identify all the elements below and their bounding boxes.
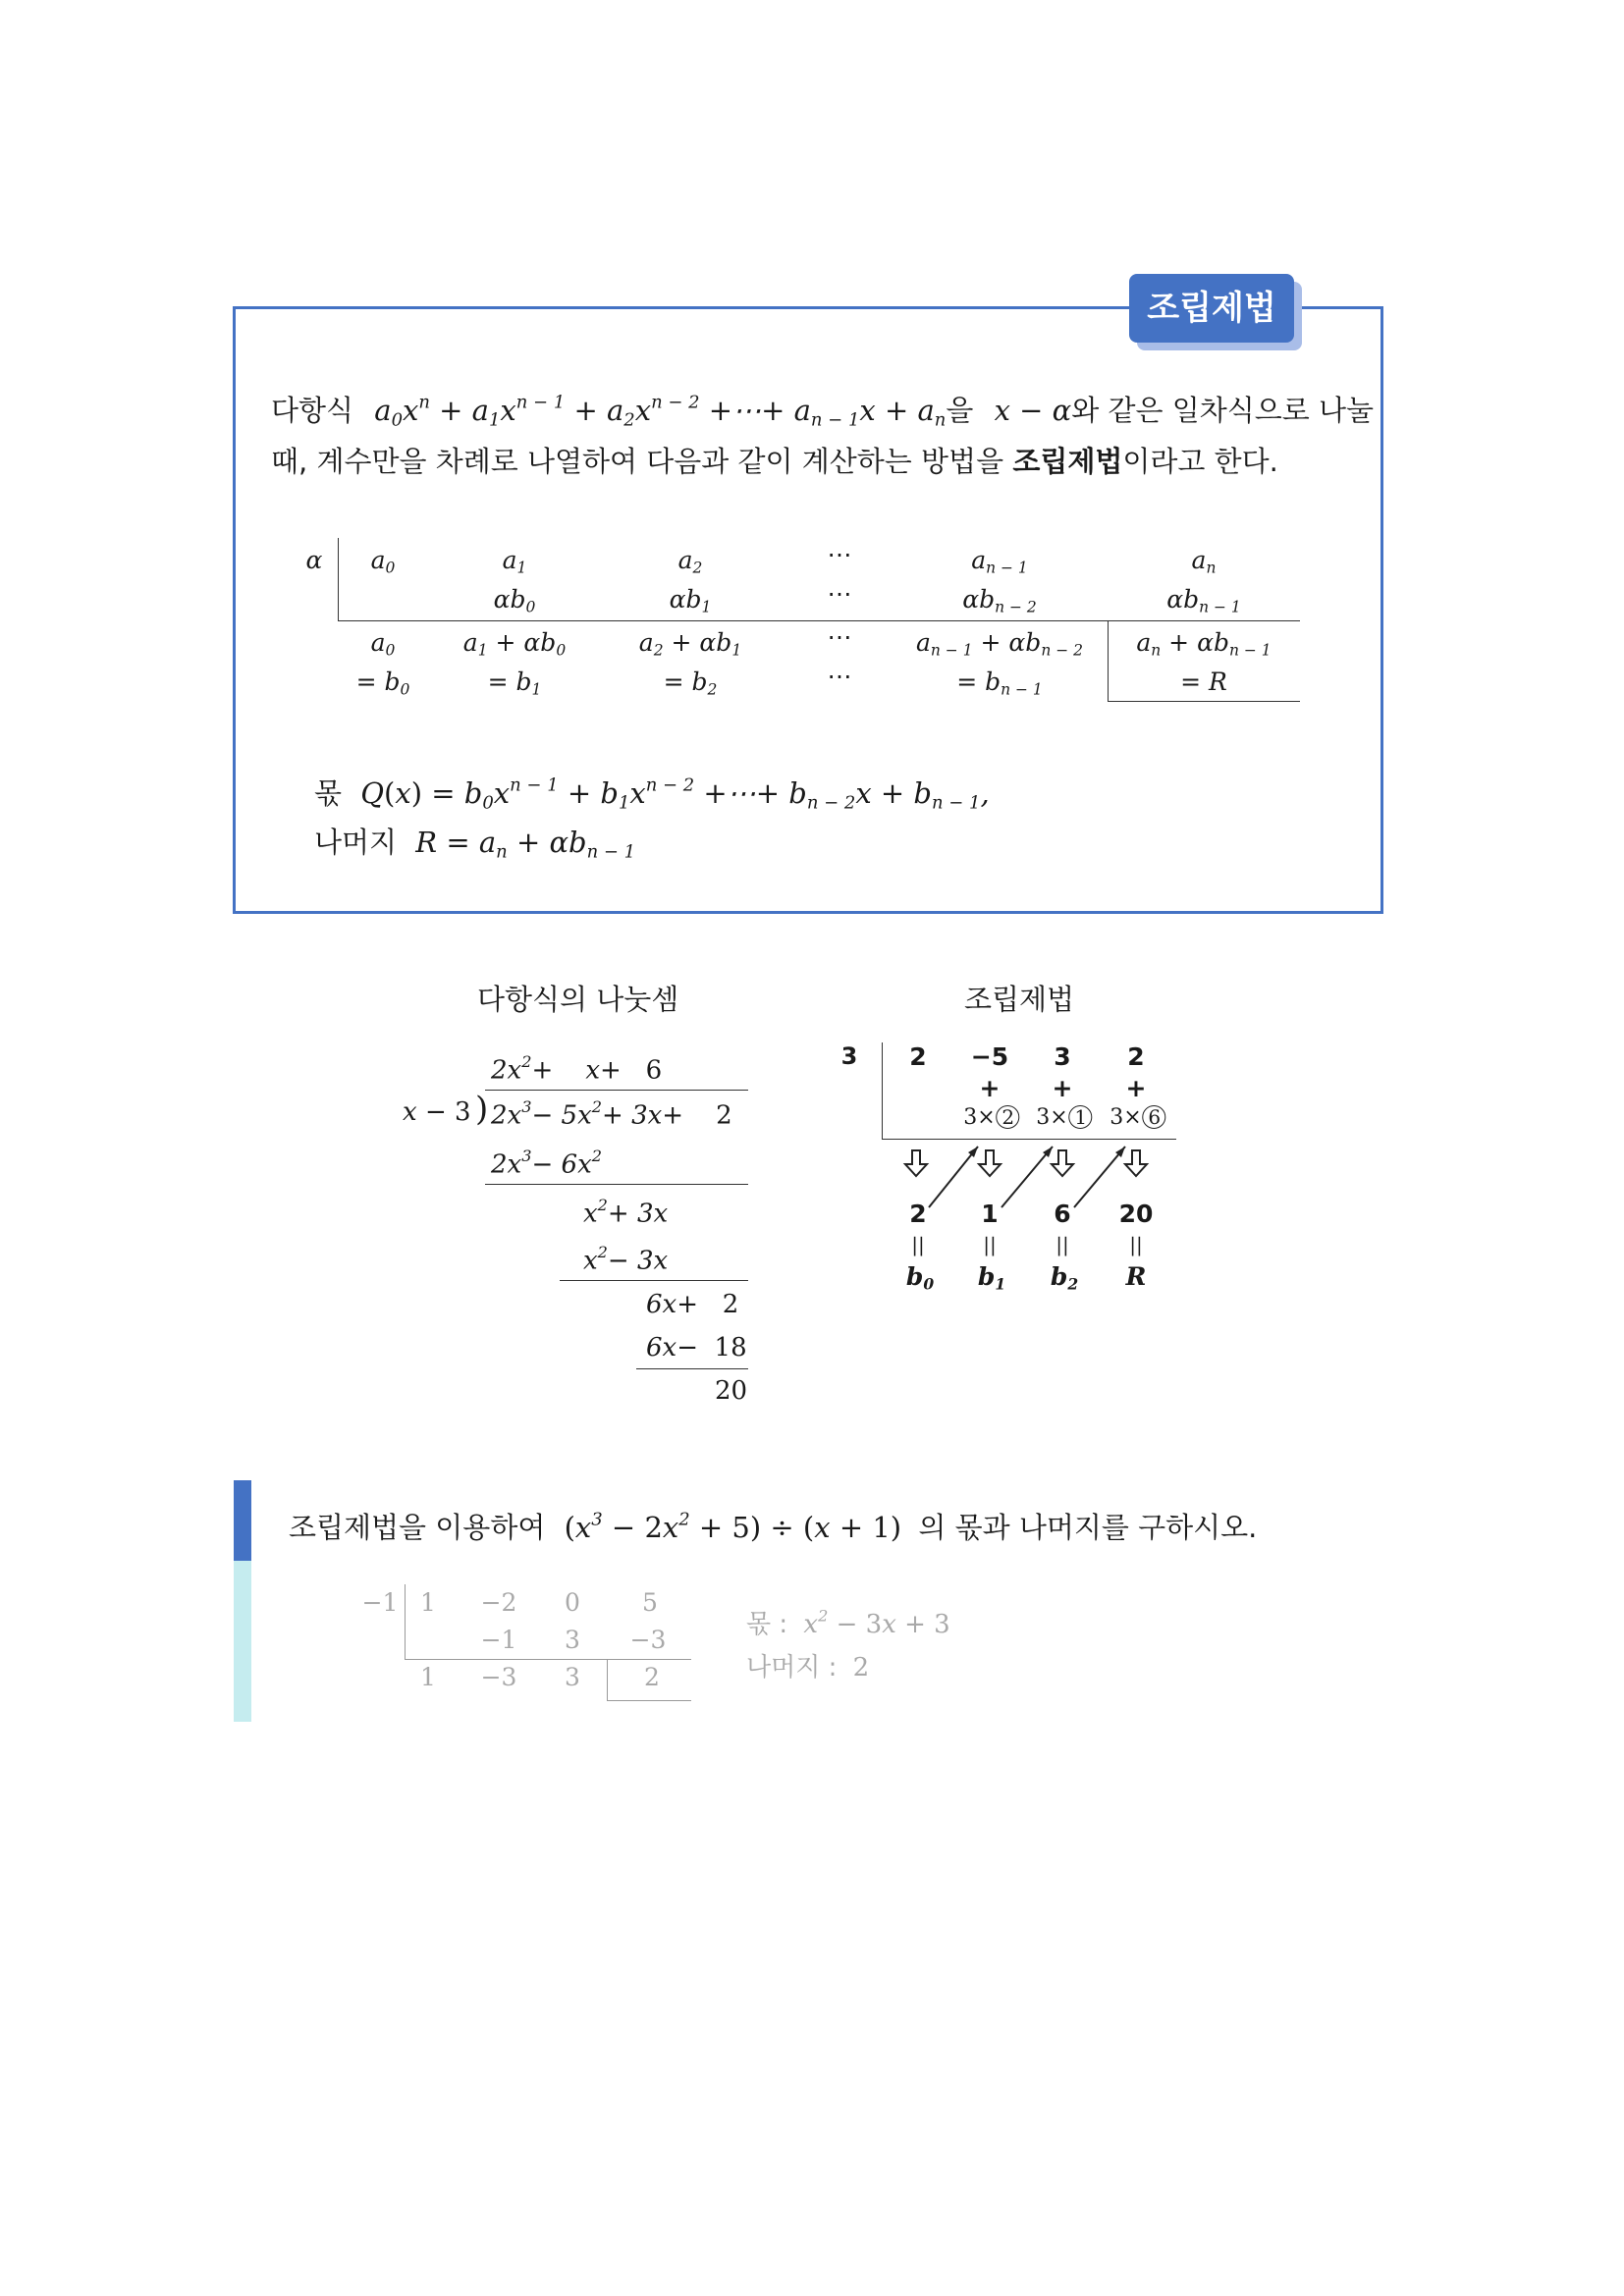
title-text: 조립제법 <box>1147 289 1276 328</box>
definition-line-1: 다항식 $a_0x^n + a_1x^{n - 1} + a_2x^{n - 2}$ +⋯+ $a_{n - 1}x + a_n$을 x − α와 같은 일차식으로 나눌 <box>271 392 1375 431</box>
down-arrow-icon <box>905 1150 927 1176</box>
definition-line-2: 때, 계수만을 차례로 나열하여 다음과 같이 계산하는 방법을 조립제법이라고 한다. <box>271 445 1278 478</box>
down-arrow-icon <box>979 1150 1001 1176</box>
exercise-question: 조립제법을 이용하여 $(x^3 - 2x^2 + 5) \div (x + 1)$ 의 몫과 나머지를 구하시오. <box>289 1509 1258 1544</box>
synthetic-title: 조립제법 <box>964 983 1075 1016</box>
title-badge <box>1129 274 1294 343</box>
long-division-remainder: 20 <box>715 1376 748 1406</box>
down-arrow-icon <box>1125 1150 1147 1176</box>
exercise-bar-light <box>234 1561 251 1722</box>
divisor-formula: x − α <box>994 394 1072 427</box>
down-arrow-icon <box>1052 1150 1073 1176</box>
remainder-line: 나머지 $R = a_n + \alpha b_{n - 1}$ <box>314 826 636 863</box>
quotient-line: 몫 $Q(x) = b_0x^{n - 1} + b_1x^{n - 2}$ +⋯+ $b_{n - 2}x + b_{n - 1}$, <box>314 774 990 814</box>
polynomial-formula: $a_0x^n + a_1x^{n - 1} + a_2x^{n - 2}$ +⋯+ $a_{n - 1}x + a_n$ <box>374 392 947 431</box>
long-division-title: 다항식의 나눗셈 <box>477 983 679 1016</box>
exercise-bar-dark <box>234 1480 251 1561</box>
